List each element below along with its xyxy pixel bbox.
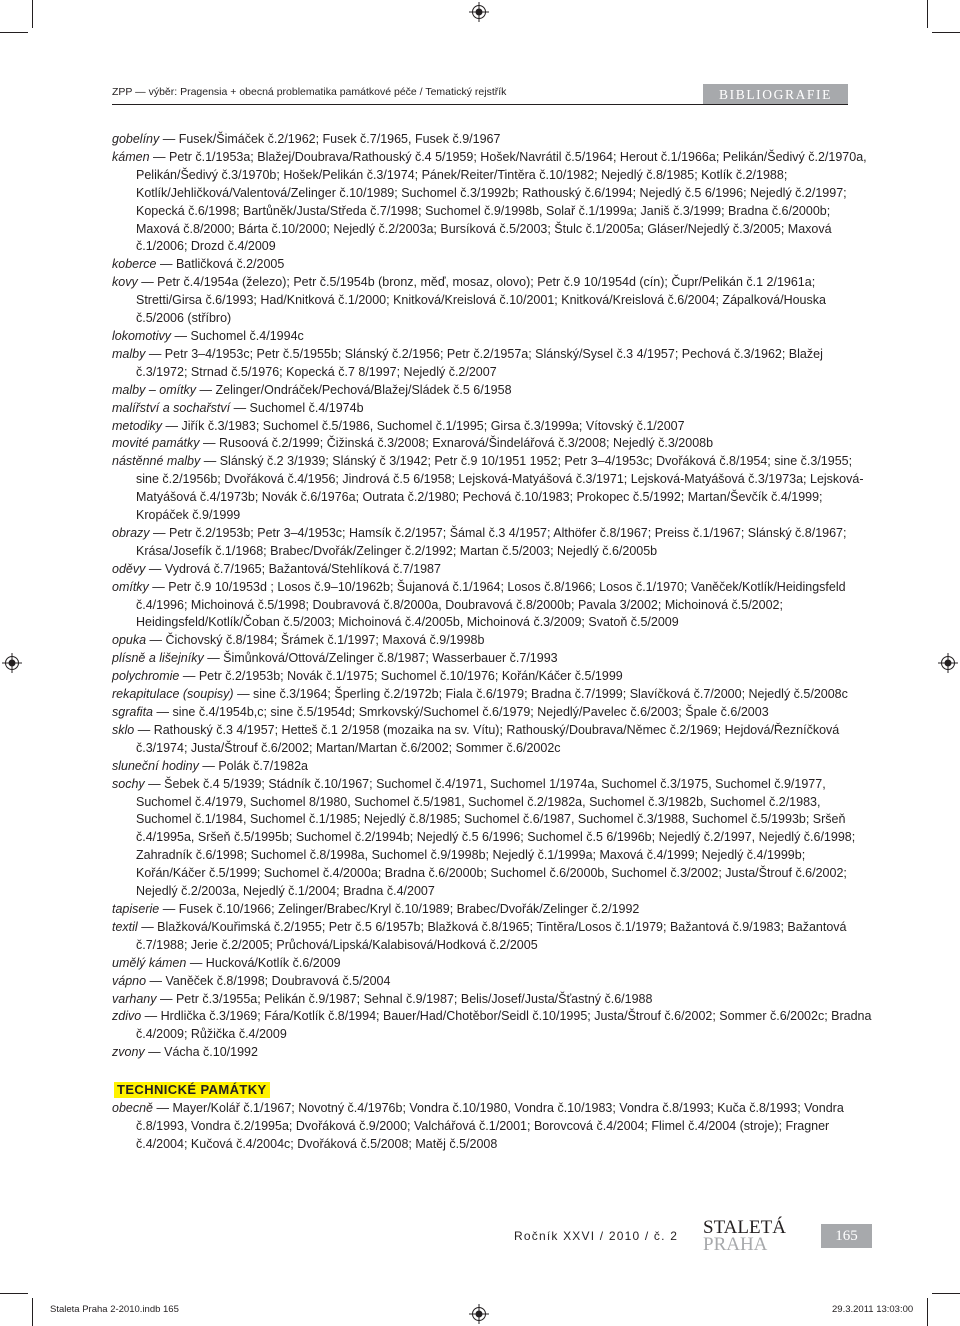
index-entry [112,973,876,991]
section-spacer [112,1062,876,1082]
entry-term: sklo [112,722,135,737]
entry-term: obecně [112,1101,154,1116]
entry-references: — Petr 3–4/1953c; Petr č.5/1955b; Slánský č.2/1956; Petr č.2/1957a; Slánský/Sysel č.3 4/1957; Pechová č.3/1962; Blažej č.3/1972; Strnad č.5/1976; Kopecká č.7 8/1997; Nejedlý č.2/2007 [136,346,823,379]
entry-references: — Čichovský č.8/1984; Šrámek č.1/1997; Maxová č.9/1998b [149,633,485,648]
entry-references: — Petr č.3/1955a; Pelikán č.9/1987; Sehnal č.9/1987; Belis/Josef/Justa/Šťastný č.6/1988 [159,991,653,1006]
index-entry [112,1008,876,1044]
entry-term: nástěnné malby [112,454,201,469]
magazine-title-line1: STALETÁ [703,1217,786,1238]
entry-term: koberce [112,257,157,272]
entry-term: malířství a sochařství [112,400,231,415]
entry-references: — Polák č.7/1982a [202,758,308,773]
index-entry [112,274,876,328]
magazine-title-line2: PRAHA [703,1234,768,1255]
entry-references: — Rusoová č.2/1999; Čižinská č.3/2008; Exnarová/Šindelářová č.3/2008; Nejedlý č.3/2008b [203,436,714,451]
entry-term: zvony [112,1045,145,1060]
entry-term: sgrafita [112,705,153,719]
entry-references: — Petr č.9 10/1953d ; Losos č.9–10/1962b; Šujanová č.1/1964; Losos č.8/1966; Losos č.1/1970; Vaněček/Kotlík/Heidingsfeld č.4/1996; Michoinová č.5/1998; Doubravová č.8/2000a, Doubravová č.8/2000b; Pavala 3/2002; Michoinová č.5/2002; Heidingsfeld/Kotlík/Čoban č.5/2003; Michoinová č.4/2005b, Michoinová č.3/2009; Svatoň č.5/2009 [136,579,846,630]
entry-references: — Hucková/Kotlík č.6/2009 [189,955,341,970]
index-entry [112,453,876,525]
entry-term: tapiserie [112,901,160,916]
index-entry [112,579,876,633]
entry-term: kovy [112,275,138,290]
entry-term: textil [112,919,138,934]
index-entry [112,919,876,955]
entry-term: rekapitulace (soupisy) [112,687,234,702]
index-entry [112,650,876,668]
entry-term: varhany [112,991,157,1006]
registration-mark-left-icon [2,653,22,673]
index-entry [112,776,876,901]
index-entry [112,131,876,149]
slug-timestamp: 29.3.2011 13:03:00 [832,1304,914,1315]
entry-term: umělý kámen [112,955,187,970]
entry-references: — Suchomel č.4/1974b [233,400,364,415]
section-label: BIBLIOGRAFIE [719,87,832,102]
index-entry [112,704,876,722]
entry-references: — Petr č.1/1953a; Blažej/Doubrava/Rathouský č.4 5/1959; Hošek/Navrátil č.5/1964; Herout č.1/1966a; Pelikán/Šedivý č.2/1970a, Pelikán/Šedivý č.3/1970b; Hošek/Pelikán č.3/1974; Pánek/Reiter/Tintěra č.10/1982; Nejedlý č.8/1985; Kotlík č.2/1988; Kotlík/Jehličková/Valentová/Zelinger č.10/1989; Suchomel č.3/1992b; Rathouský č.6/1994; Nejedlý č.5 6/1996; Nejedlý č.2/1997; Kopecká č.6/1998; Bartůněk/Justa/Středa č.7/1998; Suchomel č.9/1998b, Solař č.1/1999a; Janiš č.3/1999; Bradna č.6/2000b; Maxová č.8/2000; Bárta č.10/2000; Nejedlý č.2/2003a; Bursíková č.5/2003; Štulc č.1/2005a; Gláser/Nejedlý č.3/2005; Maxová č.1/2006; Drozd č.4/2009 [136,149,867,254]
index-entry [112,346,876,382]
index-entry [112,435,876,453]
crop-mark [0,1293,28,1294]
entry-term: zdivo [112,1009,142,1024]
crop-mark [932,32,960,33]
entry-term: opuka [112,633,147,648]
entry-references: — Petr č.4/1954a (železo); Petr č.5/1954b (bronz, měď, mosaz, olovo); Petr č.9 10/1954d (cín); Čupr/Pelikán č.1 2/1961a; Stretti/Girsa č.6/1993; Had/Knitková č.1/2000; Knitková/Kreislová č.10/2001; Knitková/Kreislová č.6/2004; Zápalková/Houska č.5/2006 (stříbro) [136,275,826,326]
crop-mark [0,32,28,33]
entry-references: — sine č.4/1954b,c; sine č.5/1954d; Smrkovský/Suchomel č.6/1979; Nejedlý/Pavelec č.6/2003; Špale č.6/2003 [156,705,769,719]
entry-references: — Petr č.2/1953b; Novák č.1/1975; Suchomel č.10/1976; Kořán/Káčer č.5/1999 [182,669,623,684]
crop-mark [927,1298,928,1326]
registration-mark-top-icon [469,2,489,22]
entry-term: kámen [112,149,150,164]
entry-references: — Zelinger/Ondráček/Pechová/Blažej/Sládek č.5 6/1958 [199,382,512,397]
index-entry [112,149,876,256]
technical-section [112,1082,876,1154]
entry-references: — Šebek č.4 5/1939; Stádník č.10/1967; Suchomel č.4/1971, Suchomel 1/1974a, Suchomel č.3/1975, Suchomel č.9/1977, Suchomel č.4/1979, Suchomel 8/1980, Suchomel č.5/1981, Suchomel č.2/1982a, Suchomel č.3/1982b, Suchomel č.2/1983, Suchomel č.1/1984, Suchomel č.1/1985; Nejedlý č.8/1985; Suchomel č.6/1987, Suchomel č.3/1988, Suchomel č.5/1993b; Sršeň č.4/1995a, Sršeň č.5/1995b; Suchomel č.2/1994b; Nejedlý č.5 6/1996; Suchomel č.5 6/1996b; Nejedlý č.2/1997, Nejedlý č.6/1998; Zahradník č.6/1998; Suchomel č.8/1998a, Suchomel č.9/1998b; Nejedlý č.1/1999a; Maxová č.4/1999; Nejedlý č.4/1999b; Kořán/Káčer č.5/1999; Suchomel č.4/2000a; Bradna č.6/2000b; Suchomel č.6/2000b, Suchomel č.3/2002; Justa/Štrouf č.6/2002; Nejedlý č.2/2003a, Nejedlý č.1/2004; Bradna č.4/2007 [136,776,856,899]
entry-references: — Vácha č.10/1992 [148,1045,258,1060]
entry-term: lokomotivy [112,328,172,343]
entry-references: — Vydrová č.7/1965; Bažantová/Stehlíková č.7/1987 [148,561,441,576]
entry-references: — sine č.3/1964; Šperling č.2/1972b; Fiala č.6/1979; Bradna č.7/1999; Slavíčková č.7/2000; Nejedlý č.5/2008c [237,687,848,702]
volume-label: Ročník XXVI / 2010 / č. 2 [514,1229,679,1243]
index-entry [112,632,876,650]
technical-entries [112,1100,876,1154]
entry-term: plísně a lišejníky [112,651,204,666]
index-entry [112,256,876,274]
entry-references: — Hrdlička č.3/1969; Fára/Kotlík č.8/1994; Bauer/Had/Chotěbor/Seidl č.10/1995; Justa/Štrouf č.6/2002; Sommer č.6/2002c; Bradna č.4/2009; Růžička č.4/2009 [136,1009,872,1042]
slug-filename: Staleta Praha 2-2010.indb 165 [50,1304,179,1315]
index-entry [112,991,876,1009]
crop-mark [32,1298,33,1326]
entry-references: — Fusek/Šimáček č.2/1962; Fusek č.7/1965, Fusek č.9/1967 [162,132,501,146]
index-entry [112,722,876,758]
magazine-title [703,1219,813,1253]
index-entry [112,955,876,973]
index-entry [112,382,876,400]
running-head: ZPP — výběr: Pragensia + obecná problematika památkové péče / Tematický rejstřík [112,86,507,98]
entry-term: omítky [112,579,149,594]
header-rule [112,104,848,105]
crop-mark [932,1293,960,1294]
crop-mark [927,0,928,28]
index-entry [112,400,876,418]
entry-term: malby – omítky [112,382,197,397]
index-entry [112,901,876,919]
index-entries [112,131,876,1062]
entry-term: movité památky [112,436,200,451]
entry-term: sluneční hodiny [112,758,199,773]
entry-term: oděvy [112,561,146,576]
registration-mark-right-icon [938,653,958,673]
entry-term: vápno [112,973,147,988]
index-entry [112,1044,876,1062]
entry-references: — Mayer/Kolář č.1/1967; Novotný č.4/1976b; Vondra č.10/1980, Vondra č.10/1983; Vondra č.8/1993; Kuča č.8/1993; Vondra č.8/1993, Vondra č.2/1995a; Dvořáková č.9/2000; Valchářová č.1/2001; Borovcová č.4/2004; Flimel č.4/2004 (stroje); Fragner č.4/2004; Kučová č.4/2004c; Dvořáková č.5/2008; Matěj č.5/2008 [136,1101,844,1151]
index-entry [112,328,876,346]
entry-references: — Šimůnková/Ottová/Zelinger č.8/1987; Wasserbauer č.7/1993 [207,651,558,666]
entry-references: — Blažková/Kouřimská č.2/1955; Petr č.5 6/1957b; Blažková č.8/1965; Tintěra/Losos č.1/1979; Bažantová č.9/1983; Bažantová č.7/1988; Jerie č.2/2005; Průchová/Lipská/Kalabisová/Hodková č.2/2005 [136,919,847,952]
entry-term: sochy [112,776,145,791]
entry-term: obrazy [112,525,150,540]
index-entry [112,668,876,686]
index-entry [112,525,876,561]
entry-term: gobelíny [112,132,160,146]
crop-mark [32,0,33,28]
index-entry [112,1100,876,1154]
index-entry [112,686,876,704]
entry-references: — Slánský č.2 3/1939; Slánský č 3/1942; Petr č.9 10/1951 1952; Petr 3–4/1953c; Dvořáková č.8/1954; sine č.3/1955; sine č.2/1956b; Dvořáková č.4/1956; Jindrová č.5 6/1958; Lejsková-Matyášová č.3/1971; Lejsková-Matyášová č.3/1973a; Lejsková-Matyášová č.4/1973b; Novák č.6/1976a; Outrata č.2/1980; Pechová č.10/1983; Prokopec č.5/1992; Martan/Ševčík č.4/1999; Kropáček č.9/1999 [136,454,864,523]
entry-term: polychromie [112,669,180,684]
entry-references: — Jiřík č.3/1983; Suchomel č.5/1986, Suchomel č.1/1995; Girsa č.3/1999a; Vítovský č.1/2007 [165,418,685,433]
entry-term: metodiky [112,418,163,433]
index-entry [112,758,876,776]
subject-index [112,131,876,1154]
section-heading: TECHNICKÉ PAMÁTKY [114,1082,270,1098]
entry-references: — Fusek č.10/1966; Zelinger/Brabec/Kryl č.10/1989; Brabec/Dvořák/Zelinger č.2/1992 [162,901,640,916]
entry-term: malby [112,346,146,361]
entry-references: — Vaněček č.8/1998; Doubravová č.5/2004 [149,973,391,988]
index-entry [112,561,876,579]
entry-references: — Batličková č.2/2005 [159,257,285,272]
index-entry [112,418,876,436]
entry-references: — Rathouský č.3 4/1957; Hetteš č.1 2/1958 (mozaika na sv. Vítu); Rathouský/Doubrava/Němec č.2/1969; Hejdová/Řezníčková č.3/1974; Justa/Štrouf č.6/2002; Martan/Martan č.6/2002; Sommer č.6/2002c [136,722,840,755]
entry-references: — Petr č.2/1953b; Petr 3–4/1953c; Hamsík č.2/1957; Šámal č.3 4/1957; Althöfer č.8/1967; Preiss č.1/1967; Slánský č.8/1967; Krása/Josefík č.1/1968; Brabec/Dvořák/Zelinger č.2/1992; Martan č.5/2003; Nejedlý č.6/2005b [136,525,847,558]
entry-references: — Suchomel č.4/1994c [174,328,304,343]
page-number: 165 [835,1228,858,1244]
registration-mark-bottom-icon [469,1304,489,1324]
